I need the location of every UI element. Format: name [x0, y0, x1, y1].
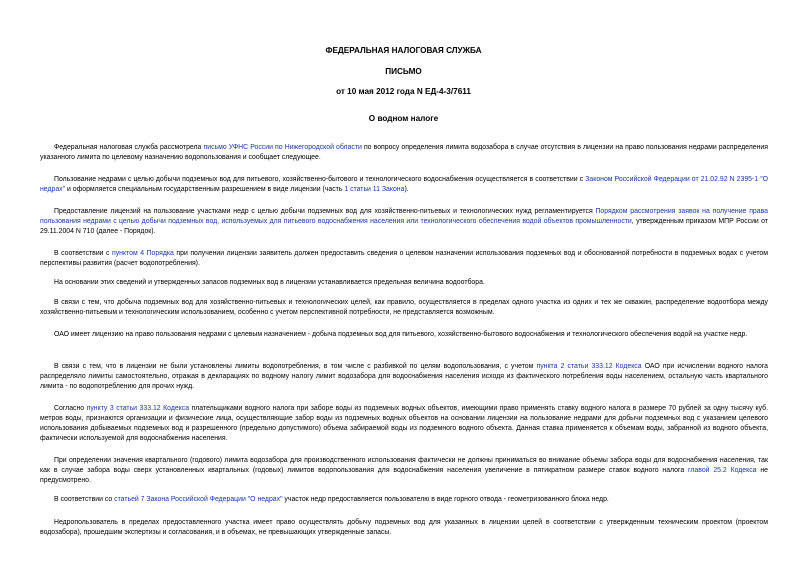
paragraph-text: Пользование недрами с целью добычи подземных вод для питьевого, хозяйственно-бытового и технологического водоснабжения осуществляется в соответствии с: [54, 176, 586, 183]
paragraph-1: [40, 143, 768, 163]
document-date-number: от 10 мая 2012 года N ЕД-4-3/7611: [336, 87, 471, 96]
link-article-7[interactable]: статьей 7 Закона Российской Федерации "О недрах": [114, 496, 283, 503]
link-procedure[interactable]: Порядком рассмотрения заявок на получение права пользования недрами с целью добычи подземных вод, используемых для питьевого водоснабжения населения или технологического обеспечения водой объектов промышленности: [40, 208, 769, 225]
link-nizhny-letter[interactable]: письмо УФНС России по Нижегородской области: [203, 144, 362, 151]
link-law-on-subsoil[interactable]: Законом Российской Федерации от 21.02.92 N 2395-1 "О недрах": [40, 176, 768, 193]
paragraph-text: При определении значения квартального (годового) лимита водозабора для производственного использования фактически не должны приниматься во внимание объемы забора воды для водоснабжения населения, так как в случае забора воды сверх установленных квартальных (годовых) лимитов водопользования для водоснабжения населения увеличение в пятикратном размере ставок водного налога: [40, 457, 768, 474]
paragraph-2: [40, 175, 768, 195]
paragraph-5: [40, 278, 768, 288]
link-article-333-12-item-2[interactable]: пункта 2 статьи 333.12 Кодекса: [536, 363, 642, 370]
link-article-11[interactable]: 1 статьи 11 Закона: [344, 186, 405, 193]
paragraph-text: участок недр предоставляется пользователю в виде горного отвода - геометризованного блока недр.: [282, 496, 609, 503]
paragraph-4: [40, 249, 768, 269]
paragraph-6: [40, 298, 768, 318]
paragraph-11: [40, 495, 768, 505]
paragraph-8: [40, 362, 768, 392]
paragraph-3: [40, 207, 768, 237]
paragraph-12: [40, 518, 768, 538]
paragraph-9: [40, 404, 768, 444]
paragraph-10: [40, 456, 768, 486]
paragraph-text: На основании этих сведений и утвержденных запасов подземных вод в лицензии устанавливается предельная величина водоотбора.: [54, 279, 485, 286]
document-subject: О водном налоге: [368, 114, 439, 123]
paragraph-text: и оформляется специальным государственным разрешением в виде лицензии (часть: [65, 186, 345, 193]
paragraph-text: по вопросу определения лимита водозабора в случае отсутствия в лицензии на право пользования недрами распределения указанного лимита по целевому назначению водопользования и сообщает следующее.: [40, 144, 768, 161]
paragraph-text: В связи с тем, что в лицензии не были установлены лимиты водопотребления, в том числе с разбивкой по целям водопользования, с учетом: [54, 363, 537, 370]
paragraph-text: не предусмотрено.: [40, 467, 768, 484]
paragraph-text: ).: [404, 186, 409, 193]
paragraph-7: [40, 330, 768, 340]
paragraph-text: ОАО при исчислении водного налога распределяло лимиты самостоятельно, отражая в декларациях по водному налогу лимит водозабора для водоснабжения населения исходя из фактического потребления воды населением, остальную часть квартального лимита - по водопотреблению для прочих нужд.: [40, 363, 768, 390]
link-article-333-12-item-3[interactable]: пункту 3 статьи 333.12 Кодекса: [86, 405, 190, 412]
link-procedure-item-4[interactable]: пунктом 4 Порядка: [112, 250, 174, 257]
paragraph-text: плательщиками водного налога при заборе воды из подземных водных объектов, имеющими право применять ставку водного налога в размере 70 рублей за одну тысячу куб. метров воды, признаются организации и физические лица, осуществляющие забор воды из подземных водных объектов на основании лицензии на пользование недрами для добычи подземных вод с указанием целевого использования добываемых подземных вод и разрешенного (предельно допустимого) объема забираемой воды из подземного водного объекта. Данная ставка применяется к объемам воды, забранной из водного объекта, фактически используемой для водоснабжения населения.: [40, 405, 768, 442]
paragraph-text: Согласно: [54, 405, 87, 412]
document-type: ПИСЬМО: [385, 67, 422, 76]
link-chapter-25-2[interactable]: главой 25.2 Кодекса: [688, 467, 757, 474]
paragraph-text: при получении лицензии заявитель должен предоставить сведения о целевом назначении использования подземных вод и обоснованной потребности в подземных водах с учетом перспективы развития (расчет водопотребления).: [40, 250, 768, 267]
paragraph-text: В соответствии с: [54, 250, 112, 257]
paragraph-text: , утвержденным приказом МПР России от 29.11.2004 N 710 (далее - Порядок).: [40, 218, 768, 235]
paragraph-text: Предоставление лицензий на пользование участками недр с целью добычи подземных вод для хозяйственно-питьевых и технологических нужд регламентируется: [54, 208, 596, 215]
agency-title: ФЕДЕРАЛЬНАЯ НАЛОГОВАЯ СЛУЖБА: [325, 46, 482, 55]
paragraph-text: ОАО имеет лицензию на право пользования недрами с целевым назначением - добыча подземных вод для питьевого, хозяйственно-бытового водоснабжения и технологического обеспечения водой на участке недр.: [54, 331, 748, 338]
paragraph-text: В связи с тем, что добыча подземных вод для хозяйственно-питьевых и технологических целей, как правило, осуществляется в пределах одного участка из одних и тех же скважин, распределение водоотбора между хозяйственно-питьевым и технологическим использованием, особенно с учетом перспективной потребности, не представляется возможным.: [40, 299, 768, 316]
paragraph-text: Недропользователь в пределах предоставленного участка имеет право осуществлять добычу подземных вод для указанных в лицензии целей в соответствии с утвержденным техническим проектом (проектом водозабора), прошедшим экспертизы и согласования, и в объемах, не превышающих утвержденные запасы.: [40, 519, 768, 536]
paragraph-text: Федеральная налоговая служба рассмотрела: [54, 144, 204, 151]
paragraph-text: В соответствии со: [54, 496, 115, 503]
